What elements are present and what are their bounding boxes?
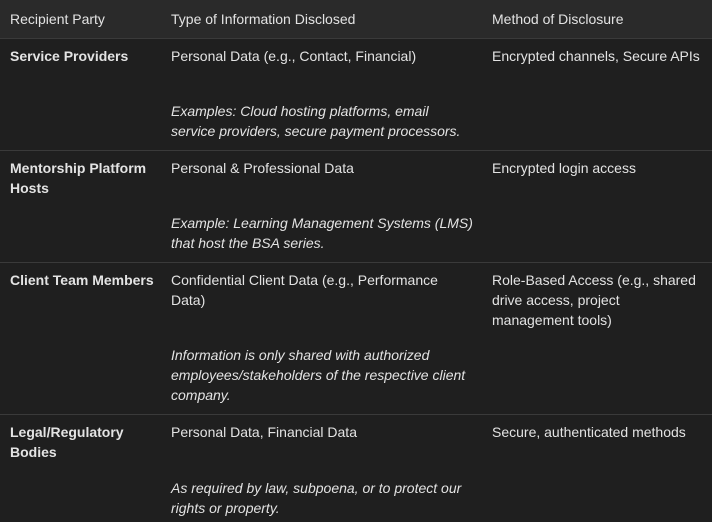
table-row — [0, 150, 712, 263]
header-information-type: Type of Information Disclosed — [171, 11, 356, 27]
disclosure-method: Encrypted login access — [492, 160, 636, 176]
table-row — [0, 38, 712, 151]
table-header-row — [0, 0, 712, 39]
table-row — [0, 414, 712, 522]
disclosure-method: Encrypted channels, Secure APIs — [492, 48, 700, 64]
information-type: Personal & Professional Data — [171, 160, 354, 176]
information-type: Personal Data, Financial Data — [171, 424, 357, 440]
disclosure-method: Role-Based Access (e.g., shared drive access, project management tools) — [492, 272, 696, 328]
recipient-party: Legal/Regulatory Bodies — [10, 424, 124, 460]
table-row — [0, 262, 712, 415]
information-type: Confidential Client Data (e.g., Performance Data) — [171, 272, 438, 308]
header-recipient-party: Recipient Party — [10, 11, 105, 27]
row-note: Information is only shared with authorized employees/stakeholders of the respective client company. — [171, 347, 466, 403]
recipient-party: Mentorship Platform Hosts — [10, 160, 147, 196]
row-note: Examples: Cloud hosting platforms, email service providers, secure payment processors. — [171, 103, 461, 139]
information-type: Personal Data (e.g., Contact, Financial) — [171, 48, 417, 64]
recipient-party: Service Providers — [10, 48, 129, 64]
recipient-party: Client Team Members — [10, 272, 154, 288]
row-note: Example: Learning Management Systems (LMS) that host the BSA series. — [171, 215, 473, 251]
disclosure-method: Secure, authenticated methods — [492, 424, 686, 440]
row-note: As required by law, subpoena, or to protect our rights or property. — [171, 480, 462, 516]
header-disclosure-method: Method of Disclosure — [492, 11, 624, 27]
